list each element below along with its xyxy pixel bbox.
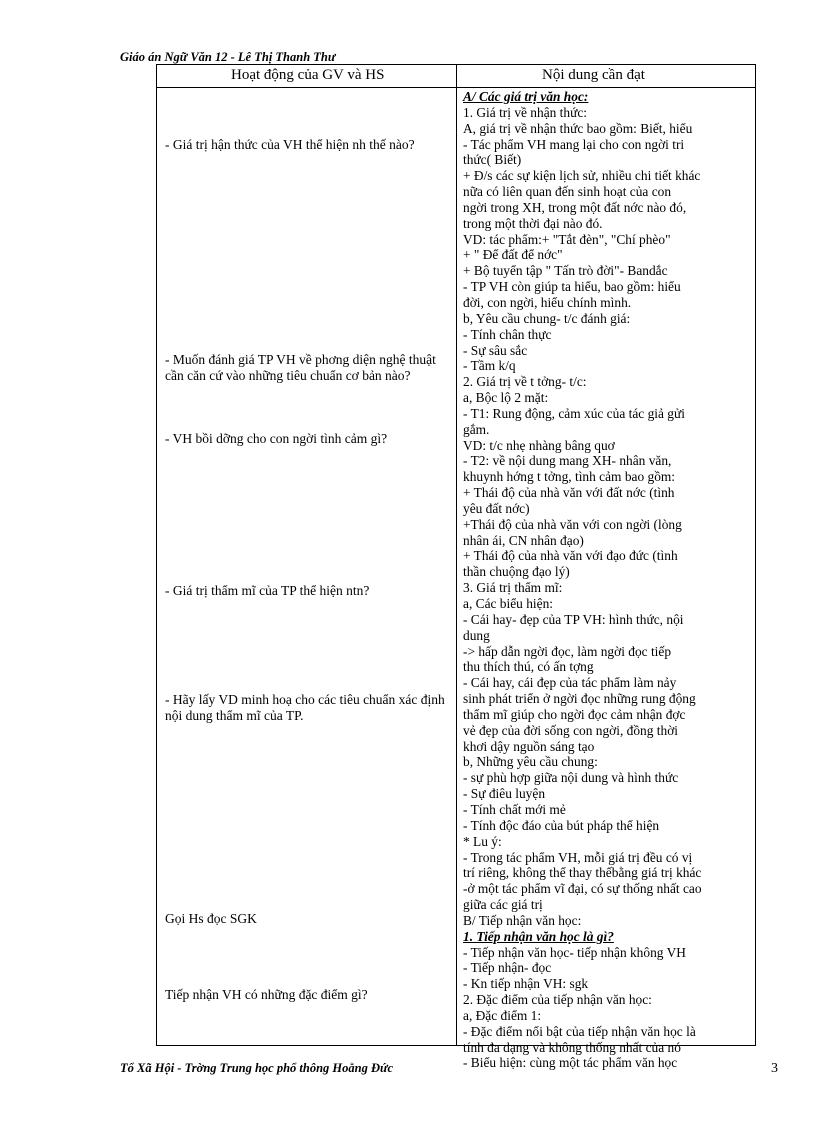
content-line: b, Những yêu cầu chung: xyxy=(463,754,598,770)
content-line: ngời trong XH, trong một đất nớc nào đó, xyxy=(463,199,687,215)
section-heading: A/ Các giá trị văn học: xyxy=(463,89,589,104)
content-line: a, Đặc điểm 1: xyxy=(463,1007,542,1023)
content-line: a, Bộc lộ 2 mặt: xyxy=(463,390,549,406)
content-line: 3. Giá trị thẩm mĩ: xyxy=(463,580,563,596)
content-line: + " Để đất để nớc" xyxy=(463,247,563,263)
content-line: - Tầm k/q xyxy=(463,358,516,374)
content-line: dung xyxy=(463,627,490,643)
content-line: 1. Giá trị về nhận thức: xyxy=(463,104,588,120)
content-line: VD: t/c nhẹ nhàng bâng quơ xyxy=(463,437,615,453)
content-line: nữa có liên quan đến sinh hoạt của con xyxy=(463,184,672,200)
section-heading: 1. Tiếp nhận văn học là gì? xyxy=(463,928,614,944)
content-line: trí riêng, không thể thay thếbằng giá trị khác xyxy=(463,865,702,881)
content-line: - Tiếp nhận văn học- tiếp nhận không VH xyxy=(463,944,686,960)
content-line: -ở một tác phẩm vĩ đại, có sự thống nhất cao xyxy=(463,881,702,897)
question-cognitive-value: - Giá trị hận thức của VH thể hiện nh thế nào? xyxy=(165,137,415,152)
content-line: gắm. xyxy=(463,421,490,437)
content-line: tính đa dạng và không thống nhất của nó xyxy=(463,1039,681,1055)
content-line: khuynh hớng t tởng, tình cảm bao gồm: xyxy=(463,469,676,485)
content-line: - Trong tác phẩm VH, mỗi giá trị đều có vị xyxy=(463,849,693,865)
content-line: đời, con ngời, hiểu chính mình. xyxy=(463,294,632,310)
content-line: + Thái độ của nhà văn với đạo đức (tình xyxy=(463,548,678,564)
content-line: b, Yêu cầu chung- t/c đánh giá: xyxy=(463,310,631,326)
content-line: * Lu ý: xyxy=(463,833,502,849)
content-line: - Biểu hiện: cùng một tác phẩm văn học xyxy=(463,1055,678,1071)
content-line: nhân ái, CN nhân đạo) xyxy=(463,532,584,548)
content-column xyxy=(463,89,753,1071)
content-line: - T2: về nội dung mang XH- nhân văn, xyxy=(463,453,672,469)
page-footer: Tổ Xã Hội - Trờng Trung học phổ thông Hoằng Đức xyxy=(120,1061,394,1075)
content-line: -> hấp dẫn ngời đọc, làm ngời đọc tiếp xyxy=(463,643,672,659)
content-line: +Thái độ của nhà văn với con ngời (lòng xyxy=(463,516,682,532)
content-line: + Thái độ của nhà văn với đất nớc (tình xyxy=(463,485,675,501)
content-line: - T1: Rung động, cảm xúc của tác giả gửi xyxy=(463,405,685,421)
content-line: - TP VH còn giúp ta hiểu, bao gồm: hiểu xyxy=(463,279,681,295)
question-artistic-criteria: - Muốn đánh giá TP VH về phơng diện nghệ thuật cần căn cứ vào những tiêu chuẩn cơ bản nào? xyxy=(165,352,436,383)
page-number: 3 xyxy=(771,1061,778,1076)
content-line: A, giá trị về nhận thức bao gồm: Biết, hiểu xyxy=(463,120,693,136)
content-line: a, Các biểu hiện: xyxy=(463,596,553,611)
question-emotions: - VH bồi dỡng cho con ngời tình cảm gì? xyxy=(165,431,388,446)
column-divider xyxy=(456,65,457,1045)
content-line: + Đ/s các sự kiện lịch sử, nhiều chi tiết khác xyxy=(463,168,701,184)
content-line: - Đặc điểm nổi bật của tiếp nhận văn học là xyxy=(463,1023,696,1039)
question-aesthetic-value: - Giá trị thẩm mĩ của TP thể hiện ntn? xyxy=(165,583,370,598)
content-line: - Cái hay- đẹp của TP VH: hình thức, nội xyxy=(463,611,684,627)
header-divider xyxy=(157,87,755,88)
content-line: khơi dậy nguồn sáng tạo xyxy=(463,738,595,754)
content-line: 2. Giá trị về t tởng- t/c: xyxy=(463,374,587,390)
content-line: sinh phát triển ở ngời đọc những rung động xyxy=(463,691,696,707)
content-line: - sự phù hợp giữa nội dung và hình thức xyxy=(463,770,679,786)
content-line: + Bộ tuyển tập " Tấn trò đời"- Bandắc xyxy=(463,263,668,279)
column-header-activities: Hoạt động của GV và HS xyxy=(231,67,385,83)
content-line: - Cái hay, cái đẹp của tác phẩm làm nảy xyxy=(463,675,677,691)
question-reception-features: Tiếp nhận VH có những đặc điểm gì? xyxy=(165,987,368,1002)
content-line: VD: tác phẩm:+ "Tắt đèn", "Chí phèo" xyxy=(463,231,671,247)
instruction-read-textbook: Gọi Hs đọc SGK xyxy=(165,911,257,926)
content-line: giữa các giá trị xyxy=(463,897,543,913)
content-line: yêu đất nớc) xyxy=(463,500,530,516)
question-aesthetic-example: - Hãy lấy VD minh hoạ cho các tiêu chuẩn xác định nội dung thẩm mĩ của TP. xyxy=(165,692,445,723)
content-line: vẻ đẹp của đời sống con ngời, đồng thời xyxy=(463,722,679,738)
content-line: - Tính chân thực xyxy=(463,326,552,342)
column-header-content: Nội dung cần đạt xyxy=(542,67,645,83)
page-header: Giáo án Ngữ Văn 12 - Lê Thị Thanh Thư xyxy=(120,50,336,64)
content-line: trong một thời đại nào đó. xyxy=(463,215,603,231)
content-line: thần chuộng đạo lý) xyxy=(463,564,570,580)
content-line: - Tác phẩm VH mang lại cho con ngời tri xyxy=(463,136,685,152)
content-line: - Tính chất mới mẻ xyxy=(463,801,566,817)
content-line: - Sự sâu sắc xyxy=(463,342,528,358)
content-line: - Tiếp nhận- đọc xyxy=(463,960,552,976)
content-line: - Kn tiếp nhận VH: sgk xyxy=(463,976,589,992)
content-line: - Sự điêu luyện xyxy=(463,786,546,802)
content-line: B/ Tiếp nhận văn học: xyxy=(463,912,582,928)
content-line: thu thích thú, có ấn tợng xyxy=(463,659,594,675)
content-line: 2. Đặc điểm của tiếp nhận văn học: xyxy=(463,992,652,1008)
content-line: thẩm mĩ giúp cho ngời đọc cảm nhận đợc xyxy=(463,706,686,722)
content-line: thức( Biết) xyxy=(463,152,522,168)
content-line: - Tính độc đáo của bút pháp thể hiện xyxy=(463,817,660,833)
